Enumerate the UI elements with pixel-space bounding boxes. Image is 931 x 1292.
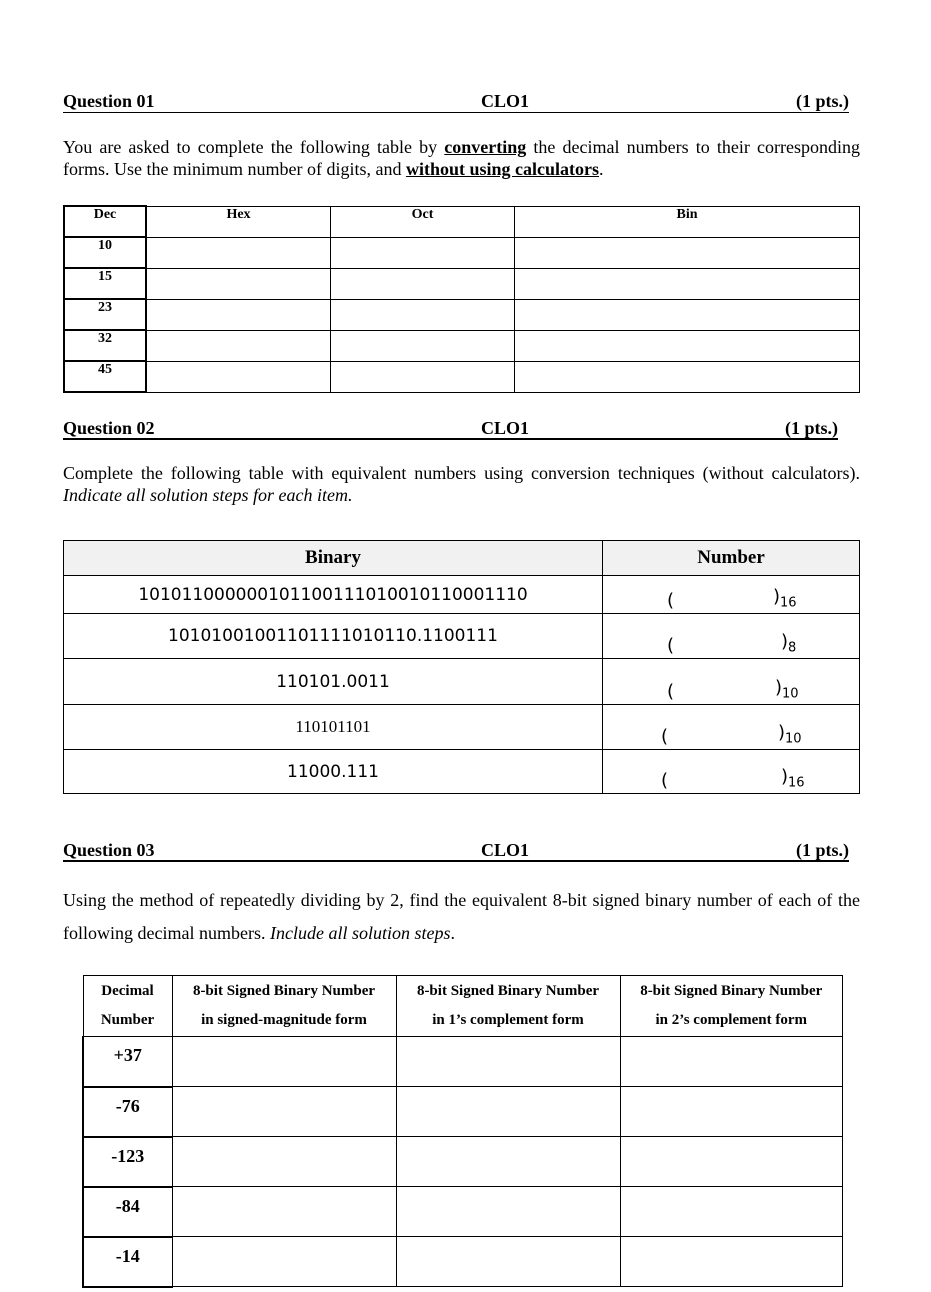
ones-complement-answer-cell[interactable] [396,1137,620,1187]
header-number: Number [603,541,860,576]
open-paren: ( [667,590,675,611]
dec-cell: 10 [64,237,146,268]
signed-magnitude-answer-cell[interactable] [172,1087,396,1137]
question-clo: CLO1 [481,840,530,860]
table-row [64,299,860,330]
dec-cell: 32 [64,330,146,361]
question-clo: CLO1 [481,91,530,111]
twos-complement-answer-cell[interactable] [620,1037,843,1087]
binary-value: 110101101 [64,705,603,750]
conversion-table [63,205,860,393]
number-answer-cell[interactable] [603,659,860,705]
question-01-heading [63,91,849,113]
decimal-cell: -84 [83,1187,172,1237]
close-paren: ) [781,766,789,788]
question-clo: CLO1 [481,418,530,438]
question-title: Question 02 [63,418,155,438]
decimal-cell: -123 [83,1137,172,1187]
table-row [64,614,860,659]
bin-answer-cell[interactable] [515,268,860,299]
question-title: Question 03 [63,840,155,860]
close-paren: ) [775,677,783,699]
oct-answer-cell[interactable] [331,330,515,361]
question-points: (1 pts.) [796,91,849,111]
ones-complement-answer-cell[interactable] [396,1037,620,1087]
binary-value: 110101.0011 [64,659,603,705]
signed-magnitude-answer-cell[interactable] [172,1037,396,1087]
question-points: (1 pts.) [796,840,849,860]
binary-value: 10101001001101111010110.1100111 [64,614,603,659]
open-paren: ( [661,770,669,791]
close-paren: ) [781,631,789,653]
number-answer-cell[interactable] [603,705,860,750]
binary-equivalents-table [63,540,860,794]
number-answer-cell[interactable] [603,750,860,794]
close-paren: ) [773,586,781,608]
bin-answer-cell[interactable] [515,330,860,361]
bin-answer-cell[interactable] [515,237,860,268]
table-row [83,1187,843,1237]
oct-answer-cell[interactable] [331,237,515,268]
table-row [83,1237,843,1287]
open-paren: ( [661,726,669,747]
base-subscript: 16 [780,596,797,611]
ones-complement-answer-cell[interactable] [396,1187,620,1237]
question-02-instructions: Complete the following table with equivalent numbers using conversion techniques (without calculators). Indicate all solution steps for each item. [63,463,860,505]
header-ones-complement: 8-bit Signed Binary Number in 1’s complement form [396,976,620,1037]
open-paren: ( [667,635,675,656]
decimal-cell: -14 [83,1237,172,1287]
table-row [64,268,860,299]
hex-answer-cell[interactable] [146,361,331,392]
table-row [64,750,860,794]
question-02-heading [63,418,838,440]
hex-answer-cell[interactable] [146,299,331,330]
header-decimal: Decimal Number [83,976,172,1037]
table-row [64,659,860,705]
decimal-cell: -76 [83,1087,172,1137]
heading-underline [63,112,849,113]
table-row [64,237,860,268]
oct-answer-cell[interactable] [331,268,515,299]
dec-cell: 45 [64,361,146,392]
bin-answer-cell[interactable] [515,361,860,392]
ones-complement-answer-cell[interactable] [396,1237,620,1287]
signed-magnitude-answer-cell[interactable] [172,1237,396,1287]
twos-complement-answer-cell[interactable] [620,1087,843,1137]
question-01-instructions: You are asked to complete the following table by converting the decimal numbers to their corresponding forms. Use the minimum number of digits, and without using calculators. [63,137,860,179]
table-row [83,1037,843,1087]
question-points: (1 pts.) [785,418,838,438]
table-row [83,1087,843,1137]
table-row [83,1137,843,1187]
twos-complement-answer-cell[interactable] [620,1237,843,1287]
open-paren: ( [667,681,675,702]
table-row [64,576,860,614]
decimal-cell: +37 [83,1037,172,1087]
dec-cell: 15 [64,268,146,299]
twos-complement-answer-cell[interactable] [620,1137,843,1187]
table-row [64,705,860,750]
question-title: Question 01 [63,91,155,111]
signed-binary-table [82,975,843,1288]
header-dec: Dec [64,206,146,237]
hex-answer-cell[interactable] [146,330,331,361]
base-subscript: 10 [785,732,802,747]
signed-magnitude-answer-cell[interactable] [172,1187,396,1237]
heading-underline [63,438,838,440]
base-subscript: 10 [782,687,799,702]
binary-value: 101011000000101100111010010110001110 [64,576,603,614]
number-answer-cell[interactable] [603,614,860,659]
header-binary: Binary [64,541,603,576]
header-oct: Oct [331,206,515,237]
bin-answer-cell[interactable] [515,299,860,330]
number-answer-cell[interactable] [603,576,860,614]
question-03-heading [63,840,849,862]
table-row [64,330,860,361]
dec-cell: 23 [64,299,146,330]
header-hex: Hex [146,206,331,237]
ones-complement-answer-cell[interactable] [396,1087,620,1137]
base-subscript: 16 [788,776,805,791]
close-paren: ) [778,722,786,744]
header-bin: Bin [515,206,860,237]
binary-value: 11000.111 [64,750,603,794]
twos-complement-answer-cell[interactable] [620,1187,843,1237]
oct-answer-cell[interactable] [331,361,515,392]
table-row [64,361,860,392]
heading-underline [63,860,849,862]
signed-magnitude-answer-cell[interactable] [172,1137,396,1187]
hex-answer-cell[interactable] [146,237,331,268]
header-signed-magnitude: 8-bit Signed Binary Number in signed-magnitude form [172,976,396,1037]
header-twos-complement: 8-bit Signed Binary Number in 2’s complement form [620,976,843,1037]
question-03-instructions: Using the method of repeatedly dividing by 2, find the equivalent 8-bit signed binary number of each of the following decimal numbers. Include all solution steps. [63,890,860,943]
oct-answer-cell[interactable] [331,299,515,330]
base-subscript: 8 [788,641,797,656]
hex-answer-cell[interactable] [146,268,331,299]
